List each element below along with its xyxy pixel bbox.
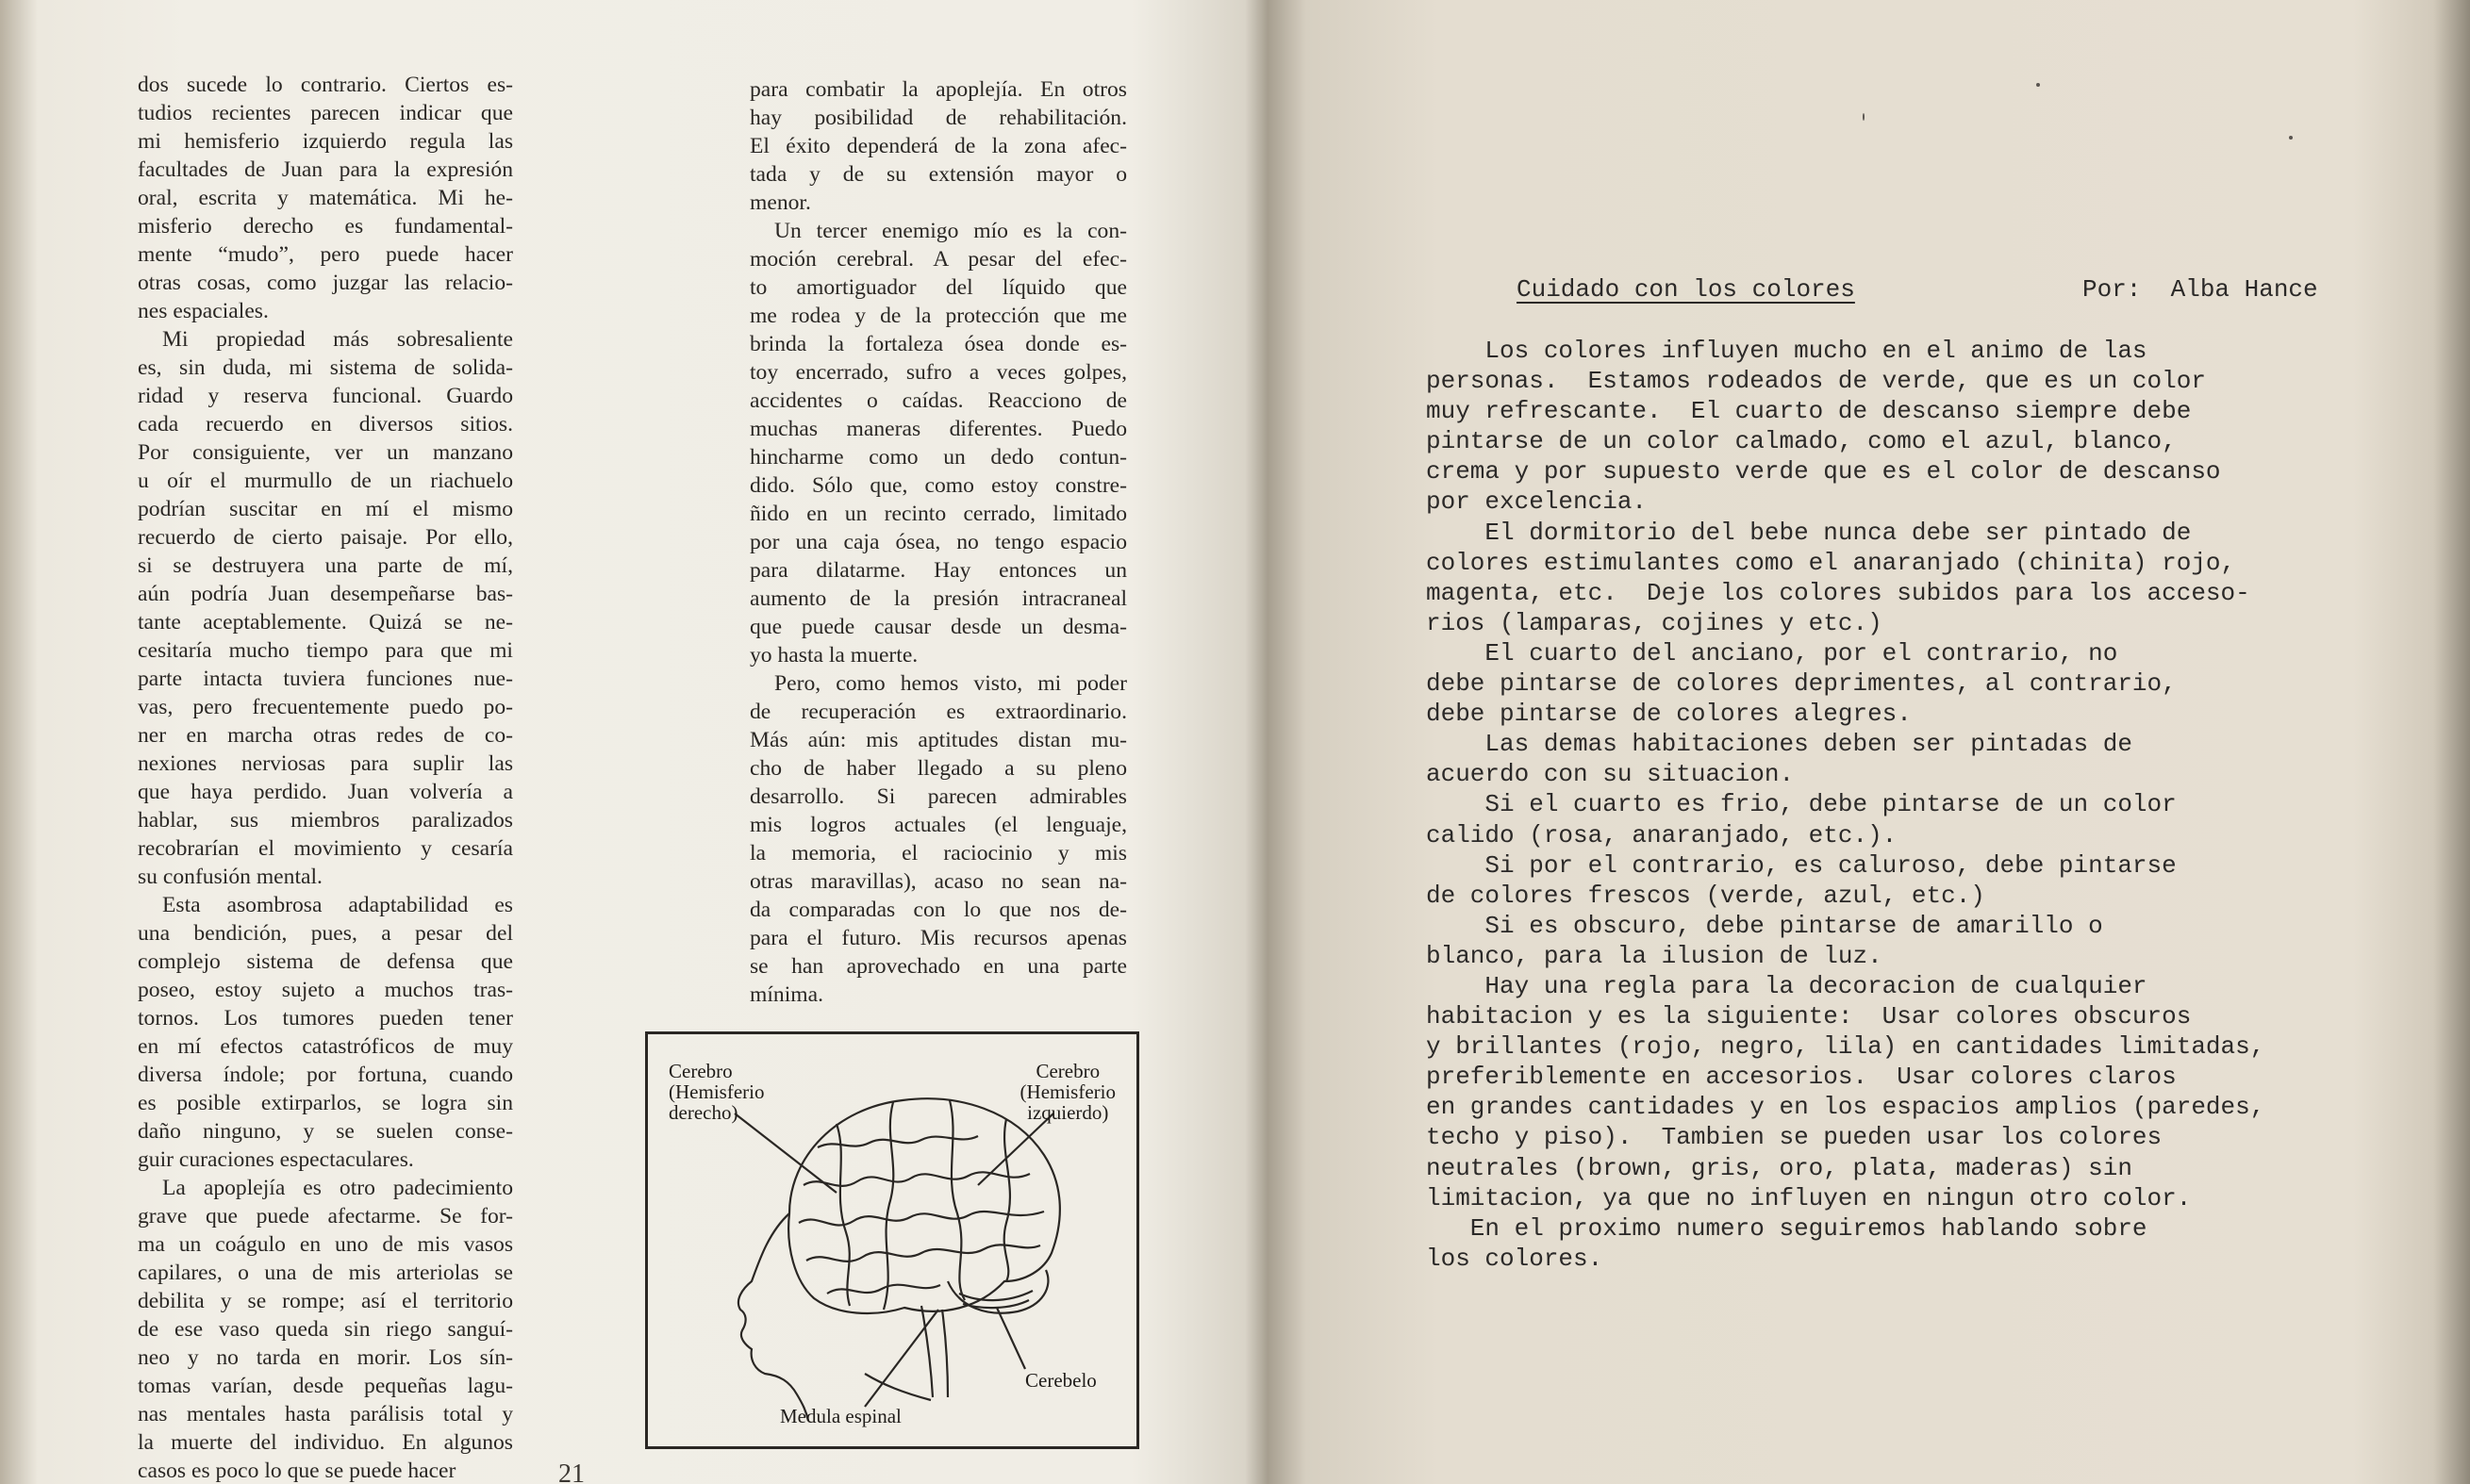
text-line: mis logros actuales (el lenguaje, bbox=[750, 813, 1127, 837]
text-line: to amortiguador del líquido que bbox=[750, 275, 1127, 300]
text-line: cho de haber llegado a su pleno bbox=[750, 756, 1127, 781]
text-line: mínima. bbox=[750, 982, 823, 1007]
article-title-text: Cuidado con los colores bbox=[1517, 275, 1855, 304]
text-line: nes espaciales. bbox=[138, 299, 269, 323]
text-line: cesitaría mucho tiempo para que mi bbox=[138, 638, 513, 663]
text-line: ridad y reserva funcional. Guardo bbox=[138, 384, 513, 408]
text-line: mi hemisferio izquierdo regula las bbox=[138, 129, 513, 154]
text-line: poseo, estoy sujeto a muchos tras- bbox=[138, 978, 513, 1002]
text-line: hay posibilidad de rehabilitación. bbox=[750, 106, 1127, 130]
typed-line: de colores frescos (verde, azul, etc.) bbox=[1426, 881, 1985, 910]
text-line: ner en marcha otras redes de co- bbox=[138, 723, 513, 748]
text-line: tante aceptablemente. Quizá se ne- bbox=[138, 610, 513, 635]
text-line: nas mentales hasta parálisis total y bbox=[138, 1402, 513, 1426]
label-right-hemisphere-line3: derecho) bbox=[669, 1101, 738, 1124]
text-line: otras cosas, como juzgar las relacio- bbox=[138, 271, 513, 295]
brain-figure bbox=[645, 1031, 1139, 1449]
text-line: Un tercer enemigo mío es la con- bbox=[774, 219, 1127, 243]
text-line: toy encerrado, sufro a veces golpes, bbox=[750, 360, 1127, 385]
text-line: otras maravillas), acaso no sean na- bbox=[750, 869, 1127, 894]
text-line: que haya perdido. Juan volvería a bbox=[138, 780, 513, 804]
text-line: Mi propiedad más sobresaliente bbox=[162, 327, 513, 352]
text-line: capilares, o una de mis arteriolas se bbox=[138, 1261, 513, 1285]
typed-line: Si es obscuro, debe pintarse de amarillo o bbox=[1426, 911, 2103, 940]
typed-line: acuerdo con su situacion. bbox=[1426, 760, 1795, 789]
text-line: de recuperación es extraordinario. bbox=[750, 700, 1127, 724]
typed-line: preferiblemente en accesorios. Usar colores claros bbox=[1426, 1063, 2177, 1092]
text-line: accidentes o caídas. Reacciono de bbox=[750, 388, 1127, 413]
typed-line: personas. Estamos rodeados de verde, que es un color bbox=[1426, 367, 2206, 396]
text-line: es, sin duda, mi sistema de solida- bbox=[138, 355, 513, 380]
label-cerebellum: Cerebelo bbox=[1025, 1369, 1097, 1392]
text-line: su confusión mental. bbox=[138, 865, 323, 889]
typed-line: techo y piso). Tambien se pueden usar los colores bbox=[1426, 1123, 2163, 1152]
typed-line: blanco, para la ilusion de luz. bbox=[1426, 941, 1882, 970]
typed-line: calido (rosa, anaranjado, etc.). bbox=[1426, 820, 1898, 849]
label-right-hemisphere-line2: (Hemisferio bbox=[669, 1080, 765, 1103]
typed-line: los colores. bbox=[1426, 1244, 1603, 1273]
text-line: aumento de la presión intracraneal bbox=[750, 586, 1127, 611]
text-line: una bendición, pues, a pesar del bbox=[138, 921, 513, 946]
page-number: 21 bbox=[558, 1459, 585, 1484]
text-line: la memoria, el raciocinio y mis bbox=[750, 841, 1127, 866]
label-left-hemisphere-line1: Cerebro bbox=[1036, 1060, 1101, 1082]
typed-line: y brillantes (rojo, negro, lila) en cantidades limitadas, bbox=[1426, 1032, 2265, 1062]
label-spinal-cord: Medula espinal bbox=[780, 1405, 902, 1427]
text-line: parte intacta tuviera funciones nue- bbox=[138, 667, 513, 691]
typed-line: El cuarto del anciano, por el contrario, no bbox=[1426, 638, 2118, 668]
text-line: El éxito dependerá de la zona afec- bbox=[750, 134, 1127, 158]
text-line: tornos. Los tumores pueden tener bbox=[138, 1006, 513, 1031]
text-line: para dilatarme. Hay entonces un bbox=[750, 558, 1127, 583]
typed-line: Los colores influyen mucho en el animo de las bbox=[1426, 337, 2147, 365]
typed-line: magenta, etc. Deje los colores subidos para los acceso- bbox=[1426, 578, 2250, 607]
text-line: complejo sistema de defensa que bbox=[138, 949, 513, 974]
typed-line: por excelencia. bbox=[1426, 487, 1648, 517]
label-left-hemisphere bbox=[1020, 1061, 1116, 1123]
text-line: tada y de su extensión mayor o bbox=[750, 162, 1127, 187]
text-line: aún podría Juan desempeñarse bas- bbox=[138, 582, 513, 606]
text-line: nexiones nerviosas para suplir las bbox=[138, 751, 513, 776]
text-line: menor. bbox=[750, 190, 811, 215]
text-line: que puede causar desde un desma- bbox=[750, 615, 1127, 639]
text-line: Esta asombrosa adaptabilidad es bbox=[162, 893, 513, 917]
text-line: me rodea y de la protección que me bbox=[750, 304, 1127, 328]
article-byline: Por: Alba Hance bbox=[2082, 275, 2318, 304]
text-line: daño ninguno, y se suelen conse- bbox=[138, 1119, 513, 1144]
typed-line: rios (lamparas, cojines y etc.) bbox=[1426, 608, 1882, 637]
text-line: si se destruyera una parte de mí, bbox=[138, 553, 513, 578]
text-line: dos sucede lo contrario. Ciertos es- bbox=[138, 73, 513, 97]
text-line: grave que puede afectarme. Se for- bbox=[138, 1204, 513, 1228]
typed-line: muy refrescante. El cuarto de descanso siempre debe bbox=[1426, 397, 2192, 426]
typed-line: Hay una regla para la decoracion de cualquier bbox=[1426, 971, 2147, 1000]
text-line: yo hasta la muerte. bbox=[750, 643, 919, 668]
text-line: tudios recientes parecen indicar que bbox=[138, 101, 513, 125]
text-line: da comparadas con lo que nos de- bbox=[750, 898, 1127, 922]
text-line: neo y no tarda en morir. Los sín- bbox=[138, 1345, 513, 1370]
text-line: dido. Sólo que, como estoy constre- bbox=[750, 473, 1127, 498]
text-line: debilita y se rompe; así el territorio bbox=[138, 1289, 513, 1313]
text-line: vas, pero frecuentemente puedo po- bbox=[138, 695, 513, 719]
text-line: muchas maneras diferentes. Puedo bbox=[750, 417, 1127, 441]
text-line: podrían suscitar en mí el mismo bbox=[138, 497, 513, 521]
text-line: oral, escrita y matemática. Mi he- bbox=[138, 186, 513, 210]
text-line: ñido en un recinto cerrado, limitado bbox=[750, 502, 1127, 526]
text-line: hincharme como un dedo contun- bbox=[750, 445, 1127, 470]
typed-line: El dormitorio del bebe nunca debe ser pintado de bbox=[1426, 518, 2192, 547]
typed-line: debe pintarse de colores deprimentes, al contrario, bbox=[1426, 669, 2177, 699]
typed-line: limitacion, ya que no influyen en ningun otro color. bbox=[1426, 1183, 2192, 1212]
text-line: recuerdo de cierto paisaje. Por ello, bbox=[138, 525, 513, 550]
text-line: moción cerebral. A pesar del efec- bbox=[750, 247, 1127, 272]
typed-line: Las demas habitaciones deben ser pintadas de bbox=[1426, 730, 2132, 759]
text-line: ma un coágulo en uno de mis vasos bbox=[138, 1232, 513, 1257]
typed-line: neutrales (brown, gris, oro, plata, maderas) sin bbox=[1426, 1153, 2132, 1182]
article-title bbox=[1517, 275, 1855, 304]
paper-speck bbox=[2036, 83, 2040, 87]
text-line: Por consiguiente, ver un manzano bbox=[138, 440, 513, 465]
typed-line: Si por el contrario, es caluroso, debe pintarse bbox=[1426, 850, 2177, 880]
text-line: Pero, como hemos visto, mi poder bbox=[774, 671, 1127, 696]
text-line: de ese vaso queda sin riego sanguí- bbox=[138, 1317, 513, 1342]
typed-line: en grandes cantidades y en los espacios amplios (paredes, bbox=[1426, 1093, 2265, 1122]
typed-line: habitacion y es la siguiente: Usar colores obscuros bbox=[1426, 1002, 2192, 1031]
text-line: Más aún: mis aptitudes distan mu- bbox=[750, 728, 1127, 752]
text-line: misferio derecho es fundamental- bbox=[138, 214, 513, 239]
paper-speck bbox=[1863, 113, 1865, 121]
typed-line: colores estimulantes como el anaranjado (chinita) rojo, bbox=[1426, 548, 2236, 577]
text-line: en mí efectos catastróficos de muy bbox=[138, 1034, 513, 1059]
text-line: diversa índole; por fortuna, cuando bbox=[138, 1063, 513, 1087]
text-line: facultades de Juan para la expresión bbox=[138, 157, 513, 182]
text-line: mente “mudo”, pero puede hacer bbox=[138, 242, 513, 267]
text-line: desarrollo. Si parecen admirables bbox=[750, 784, 1127, 809]
text-line: hablar, sus miembros paralizados bbox=[138, 808, 513, 833]
text-line: cada recuerdo en diversos sitios. bbox=[138, 412, 513, 437]
text-line: la muerte del individuo. En algunos bbox=[138, 1430, 513, 1455]
text-line: brinda la fortaleza ósea donde es- bbox=[750, 332, 1127, 356]
left-column-1 bbox=[138, 71, 513, 1484]
text-line: casos es poco lo que se puede hacer bbox=[138, 1459, 456, 1483]
article-body bbox=[1426, 336, 2264, 1274]
text-line: La apoplejía es otro padecimiento bbox=[162, 1176, 513, 1200]
text-line: recobrarían el movimiento y cesaría bbox=[138, 836, 513, 861]
text-line: u oír el murmullo de un riachuelo bbox=[138, 469, 513, 493]
text-line: para combatir la apoplejía. En otros bbox=[750, 77, 1127, 102]
text-line: por una caja ósea, no tengo espacio bbox=[750, 530, 1127, 554]
text-line: guir curaciones espectaculares. bbox=[138, 1147, 414, 1172]
left-column-2 bbox=[750, 75, 1127, 1009]
label-right-hemisphere bbox=[669, 1061, 764, 1123]
typed-line: Si el cuarto es frio, debe pintarse de un color bbox=[1426, 790, 2177, 819]
text-line: para el futuro. Mis recursos apenas bbox=[750, 926, 1127, 950]
typed-line: debe pintarse de colores alegres. bbox=[1426, 700, 1912, 729]
label-left-hemisphere-line3: izquierdo) bbox=[1027, 1101, 1109, 1124]
text-line: tomas varían, desde pequeñas lagu- bbox=[138, 1374, 513, 1398]
label-right-hemisphere-line1: Cerebro bbox=[669, 1060, 733, 1082]
text-line: se han aprovechado en una parte bbox=[750, 954, 1127, 979]
text-line: es posible extirparlos, se logra sin bbox=[138, 1091, 513, 1115]
typed-line: pintarse de un color calmado, como el azul, blanco, bbox=[1426, 427, 2177, 456]
label-left-hemisphere-line2: (Hemisferio bbox=[1019, 1080, 1116, 1103]
typed-line: En el proximo numero seguiremos hablando sobre bbox=[1426, 1213, 2147, 1243]
typed-line: crema y por supuesto verde que es el color de descanso bbox=[1426, 457, 2221, 486]
paper-speck bbox=[2289, 136, 2293, 140]
